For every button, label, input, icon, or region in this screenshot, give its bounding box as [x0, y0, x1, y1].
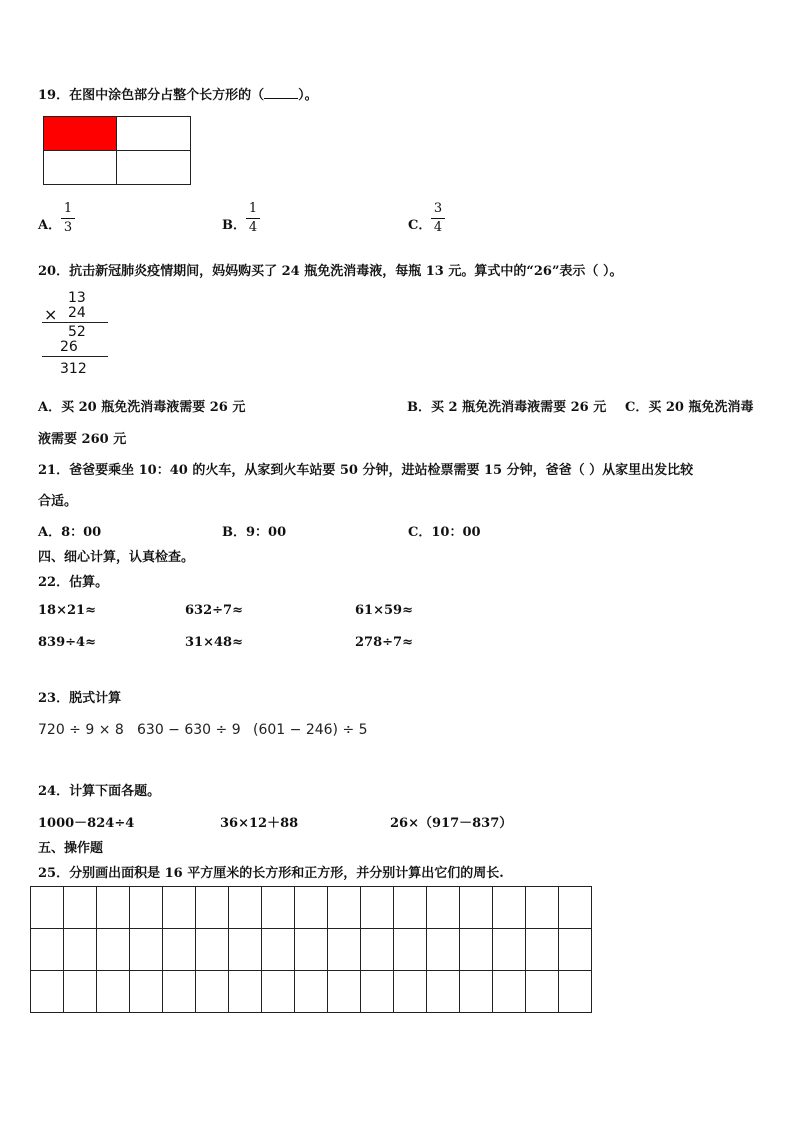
q19-option-c-label[interactable]: C． [408, 218, 432, 233]
calc-line [42, 356, 108, 357]
q20-option-c-continued[interactable]: 液需要 260 元 [38, 432, 127, 447]
q21-option-a[interactable]: A．8：00 [38, 525, 102, 540]
estimate-item: 61×59≈ [355, 603, 413, 618]
estimate-item: 18×21≈ [38, 603, 96, 618]
numerator: 1 [63, 201, 73, 216]
q24-title: 24．计算下面各题。 [38, 784, 161, 799]
estimate-item: 278÷7≈ [355, 635, 413, 650]
calc-multiplier: 24 [68, 305, 86, 321]
q19-option-c-fraction[interactable] [431, 202, 445, 235]
rectangle-figure [43, 116, 191, 185]
calculation-item: 36×12＋88 [220, 816, 299, 831]
q19-option-a-fraction[interactable] [61, 202, 75, 235]
q21-stem-continued: 合适。 [38, 494, 78, 509]
q21-option-c[interactable]: C．10：00 [408, 525, 481, 540]
q20-option-a[interactable]: A．买 20 瓶免洗消毒液需要 26 元 [38, 400, 246, 415]
q22-title: 22．估算。 [38, 575, 109, 590]
q19-suffix: ）。 [298, 88, 318, 103]
q19-stem [38, 84, 318, 103]
q25-title: 25．分别画出面积是 16 平方厘米的长方形和正方形，并分别计算出它们的周长. [38, 866, 504, 881]
calc-line [42, 322, 108, 323]
q19-option-b-fraction[interactable] [246, 202, 260, 235]
expression-item: 630 − 630 ÷ 9 [137, 722, 241, 738]
grid-row [31, 887, 592, 929]
expression-item: 720 ÷ 9 × 8 [38, 722, 124, 738]
estimate-item: 31×48≈ [185, 635, 243, 650]
denominator: 4 [433, 220, 443, 235]
grid-row [31, 971, 592, 1013]
numerator: 1 [248, 201, 258, 216]
q21-option-b[interactable]: B．9：00 [222, 525, 287, 540]
q20-option-b[interactable]: B．买 2 瓶免洗消毒液需要 26 元 [407, 400, 607, 415]
q20-option-c[interactable]: C．买 20 瓶免洗消毒 [625, 400, 754, 415]
calculation-item: 1000－824÷4 [38, 816, 135, 831]
denominator: 4 [248, 220, 258, 235]
q21-stem: 21．爸爸要乘坐 10：40 的火车，从家到火车站要 50 分钟，进站检票需要 15 分钟，爸爸（ ）从家里出发比较 [38, 463, 694, 478]
q19-option-b-label[interactable]: B． [222, 218, 246, 233]
estimate-item: 839÷4≈ [38, 635, 96, 650]
unshaded-part [44, 151, 117, 185]
denominator: 3 [63, 220, 73, 235]
expression-item: (601 − 246) ÷ 5 [253, 722, 368, 738]
calc-partial-1: 52 [68, 324, 86, 340]
numerator: 3 [433, 201, 443, 216]
shaded-part [44, 117, 117, 151]
square-grid[interactable] [30, 886, 592, 1013]
q19-prefix: 19．在图中涂色部分占整个长方形的（ [38, 88, 265, 103]
q23-title: 23．脱式计算 [38, 691, 122, 706]
estimate-item: 632÷7≈ [185, 603, 243, 618]
grid-row [31, 929, 592, 971]
q20-stem: 20．抗击新冠肺炎疫情期间，妈妈购买了 24 瓶免洗消毒液，每瓶 13 元。算式中的“26”表示（ ）。 [38, 264, 623, 279]
calc-top: 13 [68, 290, 86, 306]
calc-mult-sign: × [44, 305, 58, 324]
calc-partial-2: 26 [60, 339, 78, 355]
q19-option-a-label[interactable]: A． [38, 218, 62, 233]
answer-blank[interactable] [264, 86, 298, 99]
calc-result: 312 [60, 361, 87, 377]
calculation-item: 26×（917－837） [390, 816, 513, 831]
unshaded-part [117, 117, 190, 151]
unshaded-part [117, 151, 190, 185]
section-5-heading: 五、操作题 [38, 841, 104, 856]
section-4-heading: 四、细心计算，认真检查。 [38, 550, 195, 565]
